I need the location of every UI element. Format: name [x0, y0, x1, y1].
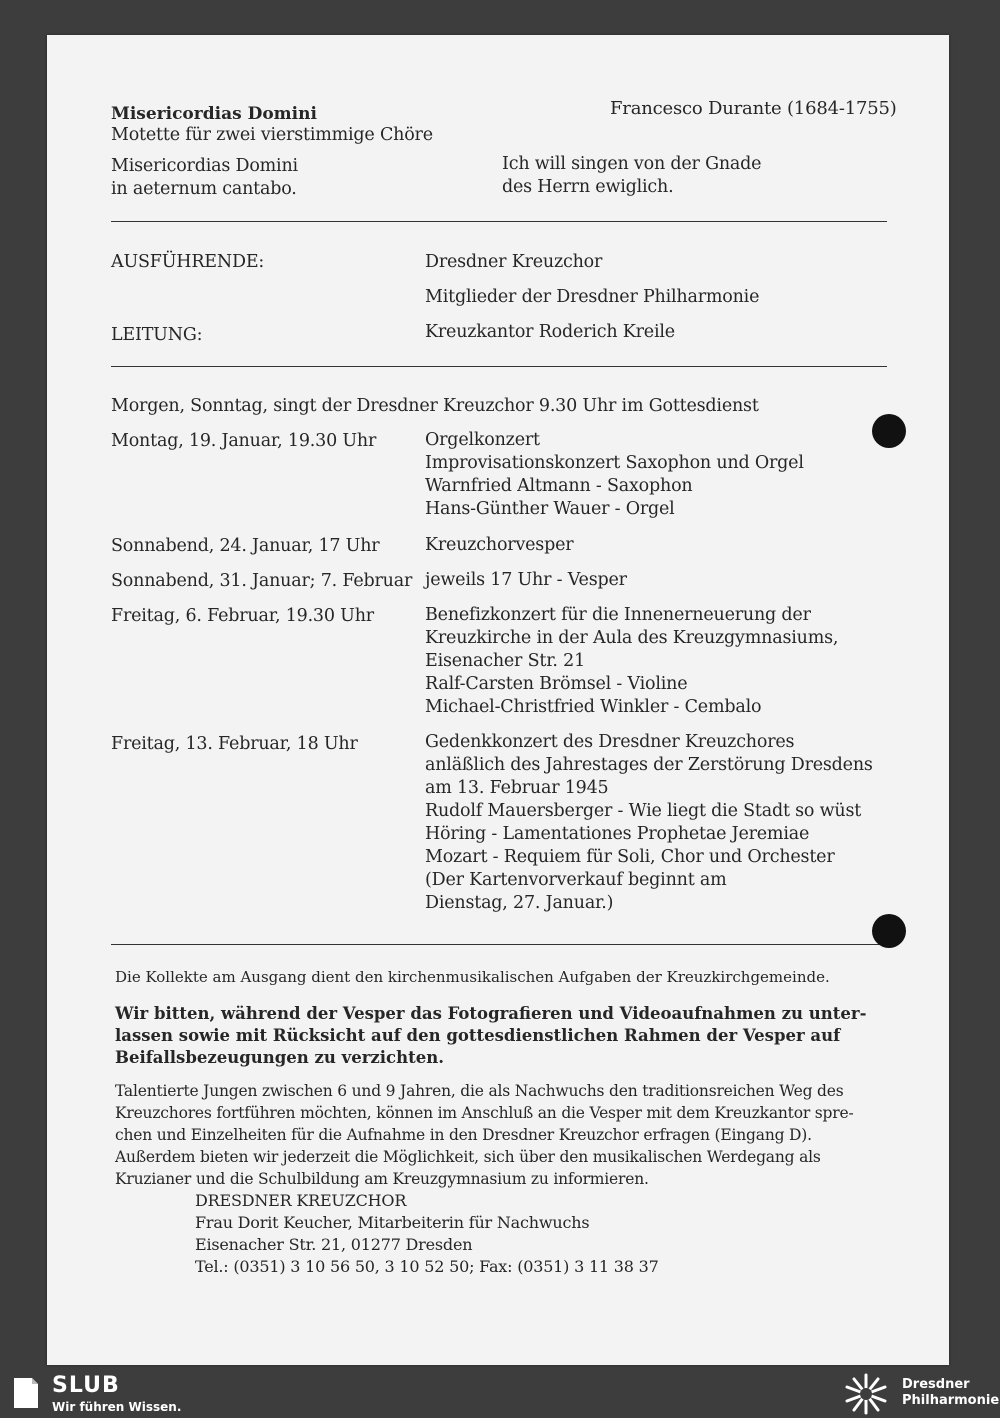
punch-hole: [872, 914, 906, 948]
divider: [111, 366, 887, 367]
event-line: jeweils 17 Uhr - Vesper: [425, 570, 627, 590]
slub-name: SLUB: [52, 1373, 120, 1398]
event-line: Rudolf Mauersberger - Wie liegt die Stadt so wüst: [425, 801, 862, 821]
event-line: Hans-Günther Wauer - Orgel: [425, 499, 675, 519]
sunburst-logo-icon: [842, 1372, 890, 1416]
event-line: Ralf-Carsten Brömsel - Violine: [425, 674, 688, 694]
contact-line: Eisenacher Str. 21, 01277 Dresden: [195, 1235, 473, 1254]
schedule-intro: Morgen, Sonntag, singt der Dresdner Kreuzchor 9.30 Uhr im Gottesdienst: [111, 396, 759, 416]
event-line: Orgelkonzert: [425, 430, 540, 450]
event-line: Improvisationskonzert Saxophon und Orgel: [425, 453, 804, 473]
event-line: Mozart - Requiem für Soli, Chor und Orchester: [425, 847, 835, 867]
recruit-line: Kruzianer und die Schulbildung am Kreuzgymnasium zu informieren.: [115, 1170, 649, 1188]
divider: [111, 221, 887, 222]
event-line: Michael-Christfried Winkler - Cembalo: [425, 697, 762, 717]
recruit-line: Kreuzchores fortführen möchten, können im Anschluß an die Vesper mit dem Kreuzkantor spre-: [115, 1104, 854, 1122]
contact-line: DRESDNER KREUZCHOR: [195, 1191, 407, 1210]
leitung-label: LEITUNG:: [111, 325, 203, 345]
event-line: Höring - Lamentationes Prophetae Jeremiae: [425, 824, 810, 844]
contact-line: Frau Dorit Keucher, Mitarbeiterin für Nachwuchs: [195, 1213, 590, 1232]
event-date: Freitag, 13. Februar, 18 Uhr: [111, 734, 358, 754]
work-title: Misericordias Domini: [111, 104, 317, 124]
event-line: anläßlich des Jahrestages der Zerstörung Dresdens: [425, 755, 873, 775]
divider: [111, 944, 887, 945]
document-page: [47, 35, 949, 1365]
german-line-1: Ich will singen von der Gnade: [502, 154, 762, 174]
kollekte-note: Die Kollekte am Ausgang dient den kirchenmusikalischen Aufgaben der Kreuzkirchgemeinde.: [115, 968, 830, 986]
event-line: Gedenkkonzert des Dresdner Kreuzchores: [425, 732, 795, 752]
event-line: Warnfried Altmann - Saxophon: [425, 476, 693, 496]
event-date: Sonnabend, 24. Januar, 17 Uhr: [111, 536, 380, 556]
notice-line: Beifallsbezeugungen zu verzichten.: [115, 1048, 444, 1067]
event-line: am 13. Februar 1945: [425, 778, 609, 798]
partner-name-line-2: Philharmonie: [902, 1393, 1000, 1408]
latin-line-1: Misericordias Domini: [111, 156, 298, 176]
footer-bar: [0, 1368, 1000, 1418]
event-line: Benefizkonzert für die Innenerneuerung der: [425, 605, 811, 625]
performers-label: AUSFÜHRENDE:: [111, 252, 265, 272]
event-date: Freitag, 6. Februar, 19.30 Uhr: [111, 606, 374, 626]
partner-name-line-1: Dresdner: [902, 1377, 970, 1392]
contact-line: Tel.: (0351) 3 10 56 50, 3 10 52 50; Fax: (0351) 3 11 38 37: [195, 1257, 659, 1276]
notice-line: Wir bitten, während der Vesper das Fotografieren und Videoaufnahmen zu unter-: [115, 1004, 867, 1023]
event-line: Dienstag, 27. Januar.): [425, 893, 614, 913]
recruit-line: Talentierte Jungen zwischen 6 und 9 Jahren, die als Nachwuchs den traditionsreichen Weg des: [115, 1082, 844, 1100]
latin-line-2: in aeternum cantabo.: [111, 179, 297, 199]
event-line: Kreuzchorvesper: [425, 535, 574, 555]
leitung-name: Kreuzkantor Roderich Kreile: [425, 322, 675, 342]
event-line: Eisenacher Str. 21: [425, 651, 586, 671]
slub-logo-icon: [10, 1376, 40, 1410]
subtitle: Motette für zwei vierstimmige Chöre: [111, 125, 433, 145]
recruit-line: Außerdem bieten wir jederzeit die Möglichkeit, sich über den musikalischen Werdegang als: [115, 1148, 821, 1166]
event-date: Montag, 19. Januar, 19.30 Uhr: [111, 431, 377, 451]
german-line-2: des Herrn ewiglich.: [502, 177, 674, 197]
event-line: (Der Kartenvorverkauf beginnt am: [425, 870, 727, 890]
performer-1: Dresdner Kreuzchor: [425, 252, 603, 272]
slub-tagline: Wir führen Wissen.: [52, 1400, 182, 1414]
performer-2: Mitglieder der Dresdner Philharmonie: [425, 287, 760, 307]
punch-hole: [872, 414, 906, 448]
event-date: Sonnabend, 31. Januar; 7. Februar: [111, 571, 413, 591]
event-line: Kreuzkirche in der Aula des Kreuzgymnasiums,: [425, 628, 839, 648]
notice-line: lassen sowie mit Rücksicht auf den gottesdienstlichen Rahmen der Vesper auf: [115, 1026, 841, 1045]
recruit-line: chen und Einzelheiten für die Aufnahme in den Dresdner Kreuzchor erfragen (Eingang D).: [115, 1126, 812, 1144]
composer: Francesco Durante (1684-1755): [610, 98, 897, 119]
